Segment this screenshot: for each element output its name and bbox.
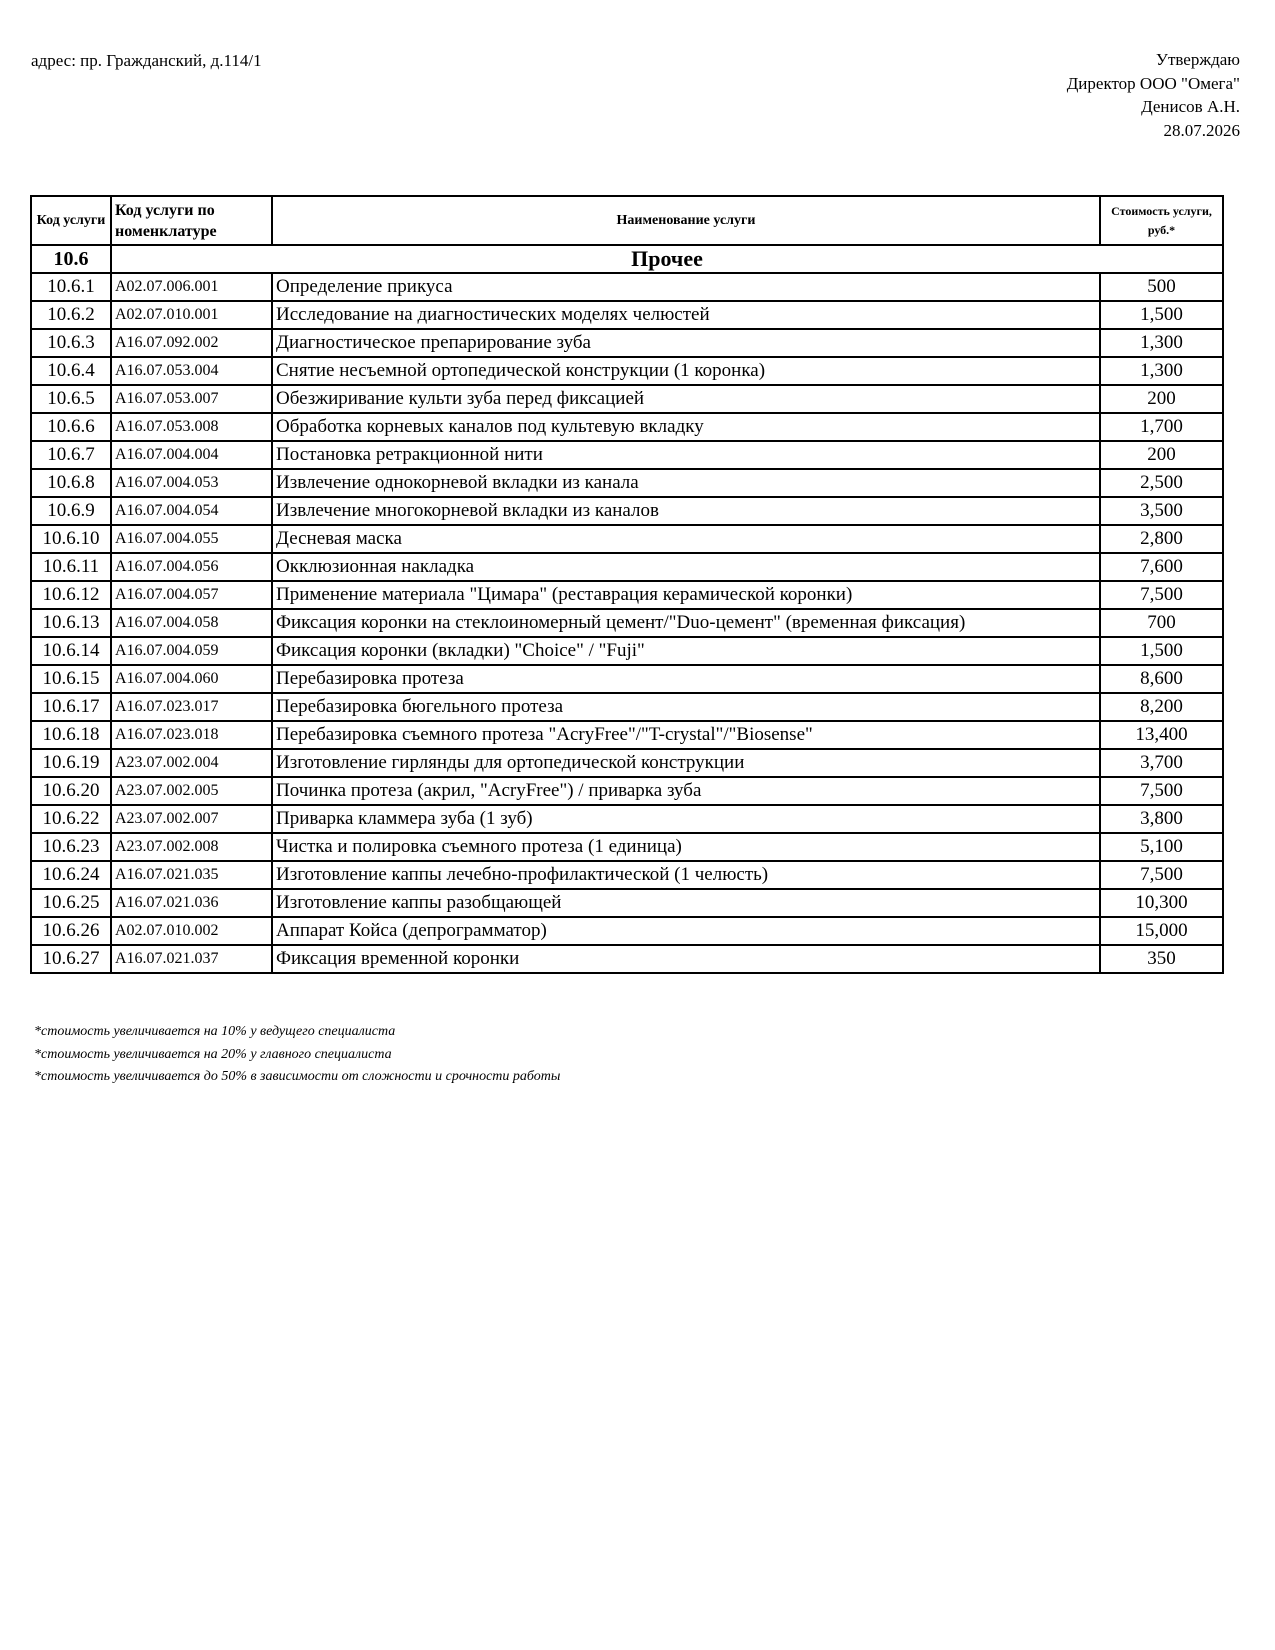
approval-date: 28.07.2026: [1163, 120, 1240, 140]
approval-title: Утверждаю: [1155, 50, 1240, 69]
table-row: [31, 329, 1223, 357]
service-price-cell: 7,500: [1100, 777, 1223, 805]
nomenclature-code-cell: A16.07.004.058: [111, 609, 272, 637]
service-code-cell: 10.6.6: [31, 413, 111, 441]
table-row: [31, 749, 1223, 777]
service-code-cell: 10.6.8: [31, 469, 111, 497]
service-price-cell: 1,300: [1100, 357, 1223, 385]
service-code-cell: 10.6.22: [31, 805, 111, 833]
nomenclature-code-cell: A16.07.004.004: [111, 441, 272, 469]
nomenclature-code-cell: A16.07.004.060: [111, 665, 272, 693]
nomenclature-code-cell: A16.07.092.002: [111, 329, 272, 357]
service-name-cell: Определение прикуса: [272, 273, 1100, 301]
service-code-cell: 10.6.9: [31, 497, 111, 525]
section-row: [31, 245, 1223, 273]
service-name-cell: Извлечение однокорневой вкладки из канала: [272, 469, 1100, 497]
column-header-code: Код услуги: [31, 196, 111, 245]
footnote-2: *стоимость увеличивается на 20% у главного специалиста: [34, 1046, 392, 1062]
nomenclature-code-cell: A16.07.023.017: [111, 693, 272, 721]
service-code-cell: 10.6.24: [31, 861, 111, 889]
service-code-cell: 10.6.5: [31, 385, 111, 413]
service-code-cell: 10.6.27: [31, 945, 111, 973]
table-row: [31, 637, 1223, 665]
service-code-cell: 10.6.10: [31, 525, 111, 553]
service-code-cell: 10.6.13: [31, 609, 111, 637]
table-row: [31, 273, 1223, 301]
nomenclature-code-cell: A23.07.002.008: [111, 833, 272, 861]
table-row: [31, 469, 1223, 497]
service-name-cell: Диагностическое препарирование зуба: [272, 329, 1100, 357]
table-row: [31, 301, 1223, 329]
service-code-cell: 10.6.12: [31, 581, 111, 609]
footnote-3: *стоимость увеличивается до 50% в зависимости от сложности и срочности работы: [34, 1069, 561, 1084]
nomenclature-code-cell: A16.07.004.059: [111, 637, 272, 665]
column-header-price: Стоимость услуги, руб.*: [1100, 196, 1223, 245]
service-price-cell: 700: [1100, 609, 1223, 637]
nomenclature-code-cell: A02.07.010.001: [111, 301, 272, 329]
service-code-cell: 10.6.3: [31, 329, 111, 357]
price-list-table: [30, 195, 1224, 974]
service-price-cell: 13,400: [1100, 721, 1223, 749]
nomenclature-code-cell: A16.07.023.018: [111, 721, 272, 749]
service-price-cell: 200: [1100, 385, 1223, 413]
table-row: [31, 889, 1223, 917]
service-code-cell: 10.6.23: [31, 833, 111, 861]
service-code-cell: 10.6.11: [31, 553, 111, 581]
service-price-cell: 350: [1100, 945, 1223, 973]
service-code-cell: 10.6.17: [31, 693, 111, 721]
service-price-cell: 500: [1100, 273, 1223, 301]
table-header-row: [31, 196, 1223, 245]
table-row: [31, 917, 1223, 945]
nomenclature-code-cell: A23.07.002.007: [111, 805, 272, 833]
table-row: [31, 553, 1223, 581]
approval-signatory: Денисов А.Н.: [1141, 97, 1240, 116]
nomenclature-code-cell: A16.07.053.004: [111, 357, 272, 385]
table-row: [31, 357, 1223, 385]
service-code-cell: 10.6.26: [31, 917, 111, 945]
service-name-cell: Изготовление гирлянды для ортопедической конструкции: [272, 749, 1100, 777]
nomenclature-code-cell: A02.07.010.002: [111, 917, 272, 945]
approval-block: [1067, 48, 1240, 142]
service-price-cell: 200: [1100, 441, 1223, 469]
service-price-cell: 2,800: [1100, 525, 1223, 553]
nomenclature-code-cell: A16.07.021.037: [111, 945, 272, 973]
table-row: [31, 721, 1223, 749]
table-row: [31, 441, 1223, 469]
service-name-cell: Перебазировка протеза: [272, 665, 1100, 693]
price-list-body: [31, 245, 1223, 973]
service-name-cell: Обезжиривание культи зуба перед фиксацией: [272, 385, 1100, 413]
service-name-cell: Десневая маска: [272, 525, 1100, 553]
footnotes: [34, 1021, 560, 1089]
table-row: [31, 413, 1223, 441]
table-row: [31, 945, 1223, 973]
table-row: [31, 805, 1223, 833]
service-name-cell: Фиксация временной коронки: [272, 945, 1100, 973]
table-row: [31, 777, 1223, 805]
service-name-cell: Извлечение многокорневой вкладки из каналов: [272, 497, 1100, 525]
service-price-cell: 7,500: [1100, 581, 1223, 609]
service-price-cell: 1,300: [1100, 329, 1223, 357]
service-price-cell: 7,600: [1100, 553, 1223, 581]
nomenclature-code-cell: A16.07.053.007: [111, 385, 272, 413]
clinic-address: адрес: пр. Гражданский, д.114/1: [31, 51, 262, 70]
service-name-cell: Постановка ретракционной нити: [272, 441, 1100, 469]
service-price-cell: 10,300: [1100, 889, 1223, 917]
nomenclature-code-cell: A16.07.004.054: [111, 497, 272, 525]
table-row: [31, 861, 1223, 889]
nomenclature-code-cell: A16.07.004.056: [111, 553, 272, 581]
service-price-cell: 7,500: [1100, 861, 1223, 889]
service-name-cell: Перебазировка бюгельного протеза: [272, 693, 1100, 721]
service-code-cell: 10.6.15: [31, 665, 111, 693]
nomenclature-code-cell: A23.07.002.004: [111, 749, 272, 777]
service-price-cell: 15,000: [1100, 917, 1223, 945]
service-name-cell: Изготовление каппы лечебно-профилактической (1 челюсть): [272, 861, 1100, 889]
service-name-cell: Окклюзионная накладка: [272, 553, 1100, 581]
service-code-cell: 10.6.14: [31, 637, 111, 665]
table-row: [31, 497, 1223, 525]
approval-position: Директор ООО "Омега": [1066, 73, 1240, 93]
service-name-cell: Починка протеза (акрил, "AcryFree") / приварка зуба: [272, 777, 1100, 805]
table-row: [31, 385, 1223, 413]
service-name-cell: Снятие несъемной ортопедической конструкции (1 коронка): [272, 357, 1100, 385]
table-row: [31, 665, 1223, 693]
nomenclature-code-cell: A16.07.021.035: [111, 861, 272, 889]
service-code-cell: 10.6.1: [31, 273, 111, 301]
table-row: [31, 833, 1223, 861]
nomenclature-code-cell: A16.07.004.055: [111, 525, 272, 553]
service-name-cell: Изготовление каппы разобщающей: [272, 889, 1100, 917]
service-code-cell: 10.6.2: [31, 301, 111, 329]
service-price-cell: 8,200: [1100, 693, 1223, 721]
service-name-cell: Обработка корневых каналов под культевую вкладку: [272, 413, 1100, 441]
nomenclature-code-cell: A16.07.004.057: [111, 581, 272, 609]
service-price-cell: 8,600: [1100, 665, 1223, 693]
service-code-cell: 10.6.18: [31, 721, 111, 749]
service-name-cell: Фиксация коронки (вкладки) "Choice" / "Fuji": [272, 637, 1100, 665]
service-name-cell: Приварка кламмера зуба (1 зуб): [272, 805, 1100, 833]
service-price-cell: 1,500: [1100, 301, 1223, 329]
nomenclature-code-cell: A02.07.006.001: [111, 273, 272, 301]
section-title: Прочее: [111, 245, 1223, 273]
column-header-nomenclature: Код услуги по номенклатуре: [111, 196, 272, 245]
table-row: [31, 693, 1223, 721]
service-price-cell: 2,500: [1100, 469, 1223, 497]
service-code-cell: 10.6.20: [31, 777, 111, 805]
service-price-cell: 1,700: [1100, 413, 1223, 441]
table-row: [31, 609, 1223, 637]
nomenclature-code-cell: A16.07.053.008: [111, 413, 272, 441]
column-header-name: Наименование услуги: [272, 196, 1100, 245]
service-price-cell: 3,500: [1100, 497, 1223, 525]
table-row: [31, 581, 1223, 609]
table-row: [31, 525, 1223, 553]
service-code-cell: 10.6.7: [31, 441, 111, 469]
service-name-cell: Перебазировка съемного протеза "AcryFree"/"T-crystal"/"Biosense": [272, 721, 1100, 749]
service-code-cell: 10.6.4: [31, 357, 111, 385]
service-code-cell: 10.6.25: [31, 889, 111, 917]
footnote-1: *стоимость увеличивается на 10% у ведущего специалиста: [34, 1024, 396, 1039]
nomenclature-code-cell: A23.07.002.005: [111, 777, 272, 805]
service-price-cell: 3,800: [1100, 805, 1223, 833]
service-name-cell: Чистка и полировка съемного протеза (1 единица): [272, 833, 1100, 861]
service-price-cell: 3,700: [1100, 749, 1223, 777]
service-code-cell: 10.6.19: [31, 749, 111, 777]
service-price-cell: 1,500: [1100, 637, 1223, 665]
service-name-cell: Применение материала "Цимара" (реставрация керамической коронки): [272, 581, 1100, 609]
service-name-cell: Исследование на диагностических моделях челюстей: [272, 301, 1100, 329]
service-price-cell: 5,100: [1100, 833, 1223, 861]
service-name-cell: Аппарат Койса (депрограмматор): [272, 917, 1100, 945]
nomenclature-code-cell: A16.07.004.053: [111, 469, 272, 497]
service-name-cell: Фиксация коронки на стеклоиномерный цемент/"Duo-цемент" (временная фиксация): [272, 609, 1100, 637]
section-code: 10.6: [31, 245, 111, 273]
nomenclature-code-cell: A16.07.021.036: [111, 889, 272, 917]
